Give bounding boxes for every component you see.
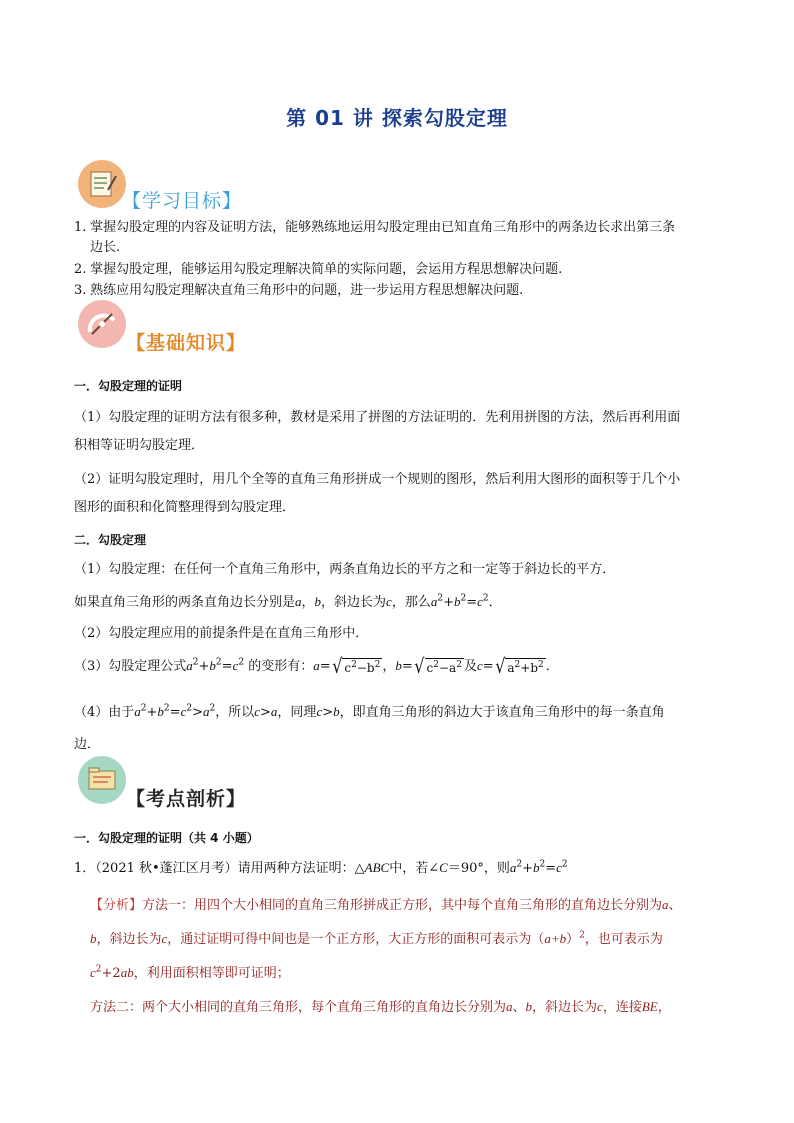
paragraph: 如果直角三角形的两条直角边长分别是a，b，斜边长为c，那么$a^2+b^2=c^2$． [74, 593, 502, 610]
notebook-icon [78, 160, 126, 208]
section-title: 一．勾股定理的证明 [74, 379, 183, 393]
paragraph: （1）勾股定理：在任何一个直角三角形中，两条直角边长的平方之和一定等于斜边长的平方． [74, 562, 616, 577]
problem: 1．（2021 秋•蓬江区月考）请用两种方法证明：△ABC中，若∠C＝90°，则$a^2+b^2=c^2$ [74, 859, 568, 876]
objective-item: 2. 掌握勾股定理，能够运用勾股定理解决简单的实际问题，会运用方程思想解决问题. [74, 262, 563, 277]
protractor-icon [78, 300, 126, 348]
objectives-heading: 【学习目标】 [122, 190, 243, 212]
paragraph: （3）勾股定理公式$a^2+b^2=c^2$ 的变形有：a= √ $c^2-b^2$ ，b= √ $c^2-a^2$ 及c= √ $a^2+b^2$ ． [74, 654, 559, 678]
sqrt-formula: √ $c^2-a^2$ [414, 654, 462, 678]
page-title: 第 01 讲 探索勾股定理 [286, 106, 508, 130]
paragraph: （2）勾股定理应用的前提条件是在直角三角形中． [74, 626, 369, 641]
paragraph: （1）勾股定理的证明方法有很多种，教材是采用了拼图的方法证明的．先利用拼图的方法，然后再利用面 积相等证明勾股定理． [74, 410, 681, 453]
folder-icon [78, 756, 126, 804]
analysis-text: 【分析】方法一：用四个大小相同的直角三角形拼成正方形，其中每个直角三角形的直角边长分别为a、 b，斜边长为c，通过证明可得中间也是一个正方形，大正方形的面积可表示为$(a+b)^2$，也可表示为 $c^2+2ab$，利用面积相等即可证明； 方法二：两个大小相同的直角三角形，每个直角三角形的直角边长分别为a、b，斜边长为c，连接BE， [90, 897, 682, 1015]
paragraph: （2）证明勾股定理时，用几个全等的直角三角形拼成一个规则的图形，然后利用大图形的面积等于几个小 图形的面积和化简整理得到勾股定理． [74, 472, 681, 515]
objective-item: 3. 熟练应用勾股定理解决直角三角形中的问题，进一步运用方程思想解决问题. [74, 283, 524, 298]
section-title: 二．勾股定理 [74, 533, 147, 547]
basics-heading: 【基础知识】 [126, 332, 247, 354]
paragraph: （4）由于$a^2+b^2=c^2>a^2$，所以c>a，同理c>b，即直角三角形的斜边大于该直角三角形中的每一条直角 边． [74, 703, 665, 752]
section-title: 一．勾股定理的证明（共 4 小题） [74, 831, 259, 845]
analysis-heading: 【考点剖析】 [126, 788, 247, 810]
sqrt-formula: √ $a^2+b^2$ [494, 654, 544, 678]
objective-item: 1. 掌握勾股定理的内容及证明方法，能够熟练地运用勾股定理由已知直角三角形中的两条边长求出第三条 边长. [74, 220, 676, 255]
sqrt-formula: √ $c^2-b^2$ [331, 654, 381, 678]
